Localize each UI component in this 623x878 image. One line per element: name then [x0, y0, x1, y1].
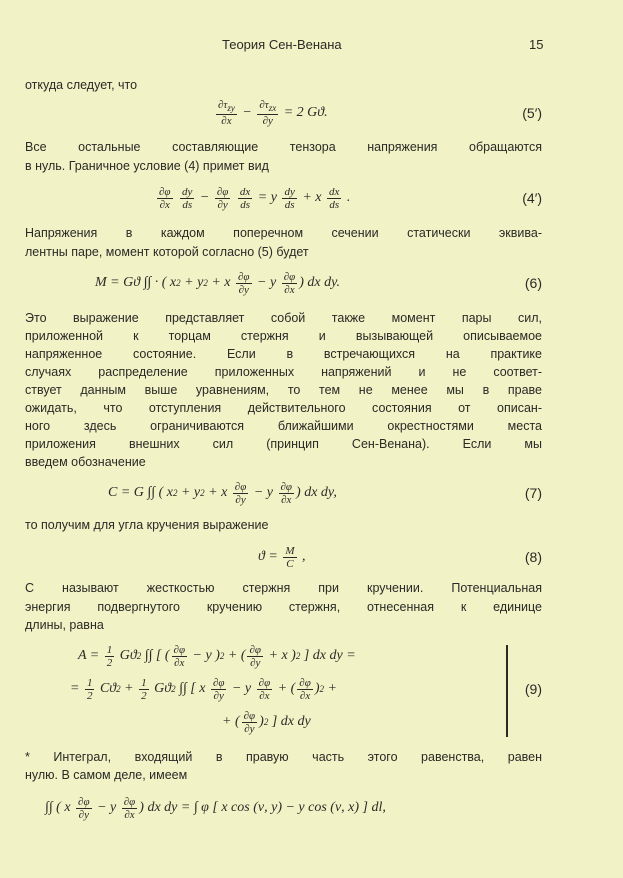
superscript: 2: [171, 684, 176, 694]
math-text: ] dx dy =: [300, 648, 356, 663]
fraction: [76, 796, 92, 821]
math-text: + y: [177, 485, 201, 500]
math-text: ) dx dy.: [299, 275, 341, 290]
math-text: + x: [298, 190, 326, 205]
equation-7: [108, 478, 337, 508]
equation-brace: [506, 645, 508, 737]
math-text: ϑ =: [258, 549, 282, 564]
text-line: введем обозначение: [25, 455, 146, 469]
math-text: ds: [182, 198, 193, 211]
numerator: [172, 644, 188, 657]
text-line: напряженное состояние. Если в встречающихся на практике: [25, 347, 542, 361]
denominator: [233, 494, 247, 506]
math-text: ∂y: [217, 198, 228, 211]
denominator: [282, 284, 296, 296]
fraction: [257, 99, 278, 127]
math-text: [232, 190, 236, 206]
math-text: ∂φ: [283, 270, 296, 283]
numerator: [257, 99, 278, 115]
math-text: ∂φ: [258, 676, 271, 689]
denominator: [248, 657, 262, 669]
math-text: =: [70, 681, 83, 696]
fraction: [327, 186, 341, 211]
footnote-line: нулю. В самом деле, имеем: [25, 768, 188, 782]
math-text: ): [314, 681, 320, 696]
numerator: [283, 545, 296, 558]
numerator: [85, 677, 95, 690]
math-text: ∂φ: [299, 676, 311, 689]
math-text: −: [196, 190, 213, 205]
fraction: [283, 545, 296, 570]
superscript: 2: [295, 651, 301, 661]
text-line: Напряжения в каждом поперечном сечении статически эквива-: [25, 226, 542, 240]
equation-9-line1: [78, 641, 356, 671]
text-line: C называют жесткостью стержня при кручении. Потенциальная: [25, 581, 542, 595]
equation-number: (5′): [522, 105, 542, 121]
math-text: − y: [253, 275, 280, 290]
text-line: Все остальные составляющие тензора напряжения обращаются: [25, 140, 542, 154]
fraction: [157, 186, 173, 211]
equation-9-line3: [222, 707, 311, 737]
fraction: [297, 677, 313, 702]
math-text: ∂φ: [237, 270, 250, 283]
math-text: A =: [78, 648, 103, 663]
denominator: [77, 809, 91, 821]
math-text: − y: [93, 800, 120, 815]
fraction: [242, 710, 258, 735]
numerator: [105, 644, 115, 657]
math-text: ∂x: [284, 283, 295, 296]
math-text: ∂φ: [234, 480, 247, 493]
fraction: [211, 677, 227, 702]
math-text: + (: [224, 648, 246, 663]
numerator: [297, 677, 313, 690]
text-line: длины, равна: [25, 618, 104, 632]
numerator: [247, 644, 263, 657]
math-text: 1: [141, 676, 147, 689]
math-text: + x: [207, 275, 234, 290]
math-text: − y ): [189, 648, 220, 663]
equation-number: (7): [524, 485, 542, 501]
denominator: [284, 558, 295, 570]
fraction: [180, 186, 194, 211]
math-text: ∂φ: [173, 643, 186, 656]
math-text: + (: [274, 681, 296, 696]
math-text: ): [259, 714, 264, 729]
math-text: ) dx dy,: [296, 485, 337, 500]
denominator: [327, 199, 341, 211]
numerator: [282, 186, 296, 199]
math-text: ∂x: [221, 115, 232, 128]
math-text: ∂φ: [123, 795, 136, 808]
math-text: ∂φ: [78, 795, 90, 808]
math-text: + (: [222, 714, 240, 729]
math-text: Gϑ: [150, 681, 172, 696]
denominator: [105, 657, 115, 669]
math-text: −: [238, 105, 256, 120]
page-number: 15: [529, 37, 544, 52]
math-text: +: [324, 681, 337, 696]
math-text: 2: [141, 689, 147, 702]
math-text: dx: [329, 185, 340, 198]
math-text: M = Gϑ ∫∫ · ( x: [95, 275, 177, 290]
denominator: [298, 690, 312, 702]
denominator: [283, 199, 297, 211]
denominator: [261, 115, 275, 127]
math-text: ∂y: [235, 493, 246, 506]
equation-number: (9): [524, 681, 542, 697]
superscript: 2: [203, 278, 208, 288]
fraction: [282, 271, 298, 296]
math-text: ∫∫ [ x: [175, 681, 209, 696]
fraction: [247, 644, 263, 669]
fraction: [233, 481, 249, 506]
equation-6: [95, 268, 340, 298]
math-text: ∂x: [299, 689, 311, 702]
denominator: [85, 690, 95, 702]
denominator: [238, 199, 252, 211]
numerator: [236, 271, 252, 284]
denominator: [122, 809, 136, 821]
text-line: в нуль. Граничное условие (4) примет вид: [25, 159, 269, 173]
fraction: [172, 644, 188, 669]
math-text: +: [120, 681, 138, 696]
equation-10: [45, 793, 386, 823]
math-text: + x: [204, 485, 231, 500]
numerator: [257, 677, 273, 690]
subscript: zx: [268, 103, 277, 114]
numerator: [216, 99, 237, 115]
fraction: [282, 186, 296, 211]
denominator: [257, 690, 271, 702]
numerator: [139, 677, 149, 690]
equation-number: (6): [524, 275, 542, 291]
math-text: Gϑ: [116, 648, 137, 663]
equation-4prime: [155, 183, 350, 213]
denominator: [212, 690, 226, 702]
math-text: ] dx dy: [268, 714, 311, 729]
numerator: [242, 710, 258, 723]
denominator: [242, 723, 256, 735]
math-text: ds: [329, 198, 340, 211]
denominator: [139, 690, 149, 702]
math-text: ∫∫ [ (: [141, 648, 170, 663]
text-line: ного здесь ограничиваются ближайшими окрестностями места: [25, 419, 542, 433]
math-text: ∂τ: [259, 98, 269, 111]
superscript: 2: [172, 488, 178, 498]
math-text: .: [343, 190, 351, 205]
numerator: [233, 481, 249, 494]
numerator: [122, 796, 138, 809]
math-text: ,: [298, 549, 306, 564]
math-text: + y: [180, 275, 204, 290]
math-text: ∂φ: [216, 185, 229, 198]
text-line: приложенной к торцам стержня и вызывающей описываемое: [25, 329, 542, 343]
superscript: 2: [176, 278, 181, 288]
fraction: [257, 677, 273, 702]
math-text: ds: [284, 198, 295, 211]
denominator: [180, 199, 194, 211]
text-line: лентны паре, момент которой согласно (5) будет: [25, 245, 309, 259]
math-text: 2: [86, 689, 93, 702]
math-text: ) dx dy = ∫ φ [ x cos (ν, y) − y cos (ν, x) ] dl,: [139, 800, 386, 815]
denominator: [215, 199, 229, 211]
math-text: ∂y: [78, 808, 89, 821]
numerator: [238, 186, 252, 199]
math-text: Cϑ: [96, 681, 117, 696]
math-text: ∂x: [124, 808, 135, 821]
text-line: случаях распределение приложенных напряжений и не соответ-: [25, 365, 542, 379]
math-text: ∂y: [213, 689, 224, 702]
math-text: ∂y: [250, 656, 261, 669]
fraction: [215, 186, 231, 211]
math-text: ds: [240, 198, 250, 211]
denominator: [279, 494, 293, 506]
text-line: приложения внешних сил (принцип Сен-Венана). Если мы: [25, 437, 542, 451]
math-text: M: [285, 544, 295, 557]
math-text: = 2 Gϑ.: [280, 105, 328, 120]
superscript: 2: [116, 684, 121, 694]
math-text: ∂y: [238, 283, 249, 296]
text-line: энергия подвергнутого кручению стержня, отнесенная к единице: [25, 600, 542, 614]
fraction: [122, 796, 138, 821]
math-text: = y: [254, 190, 281, 205]
numerator: [211, 677, 227, 690]
math-text: + x ): [265, 648, 296, 663]
math-text: ∂x: [259, 689, 270, 702]
numerator: [282, 271, 298, 284]
fraction: [238, 186, 252, 211]
math-text: C = G ∫∫ ( x: [108, 485, 173, 500]
math-text: ∂y: [244, 722, 255, 735]
equation-8: [258, 542, 306, 572]
superscript: 2: [200, 488, 205, 498]
math-text: 1: [86, 676, 93, 689]
equation-5prime: [214, 98, 328, 128]
denominator: [219, 115, 233, 127]
math-text: ∂x: [281, 493, 292, 506]
math-text: ∂φ: [243, 709, 256, 722]
footnote-line: * Интеграл, входящий в правую часть этого равенства, равен: [25, 750, 542, 764]
text-line: то получим для угла кручения выражение: [25, 518, 269, 532]
equation-number: (4′): [522, 190, 542, 206]
fraction: [85, 677, 95, 702]
equation-9-line2: [70, 674, 337, 704]
fraction: [236, 271, 252, 296]
superscript: 2: [263, 717, 269, 727]
math-text: ∂x: [174, 656, 185, 669]
denominator: [237, 284, 251, 296]
math-text: ∂x: [159, 198, 170, 211]
math-text: ∂φ: [280, 480, 293, 493]
denominator: [158, 199, 172, 211]
fraction: [216, 99, 237, 127]
text-line: откуда следует, что: [25, 78, 138, 92]
denominator: [172, 657, 186, 669]
superscript: 2: [319, 684, 324, 694]
math-text: − y: [250, 485, 277, 500]
math-text: − y: [228, 681, 255, 696]
math-text: ∫∫ ( x: [45, 800, 75, 815]
numerator: [76, 796, 92, 809]
superscript: 2: [219, 651, 225, 661]
numerator: [215, 186, 231, 199]
math-text: 1: [106, 643, 113, 656]
subscript: zy: [227, 103, 235, 114]
math-text: dx: [239, 185, 251, 198]
equation-number: (8): [524, 549, 542, 565]
math-text: ∂φ: [249, 643, 262, 656]
math-text: [175, 190, 179, 206]
text-line: Это выражение представляет собой также момент пары сил,: [25, 311, 542, 325]
fraction: [105, 644, 115, 669]
math-text: ∂τ: [218, 98, 228, 111]
numerator: [157, 186, 173, 199]
math-text: ∂y: [262, 115, 273, 128]
superscript: 2: [136, 651, 142, 661]
text-line: ожидать, что отступления действительного состояния от описан-: [25, 401, 542, 415]
math-text: ∂φ: [159, 185, 171, 198]
math-text: ∂φ: [212, 676, 225, 689]
running-header: Теория Сен-Венана: [222, 37, 342, 52]
numerator: [327, 186, 341, 199]
fraction: [279, 481, 295, 506]
math-text: 2: [106, 656, 113, 669]
math-text: C: [286, 557, 294, 570]
numerator: [279, 481, 295, 494]
math-text: dy: [284, 185, 295, 198]
fraction: [139, 677, 149, 702]
numerator: [180, 186, 194, 199]
math-text: dy: [182, 185, 193, 198]
text-line: ствует данным выше уравнениям, то тем не менее мы в праве: [25, 383, 542, 397]
